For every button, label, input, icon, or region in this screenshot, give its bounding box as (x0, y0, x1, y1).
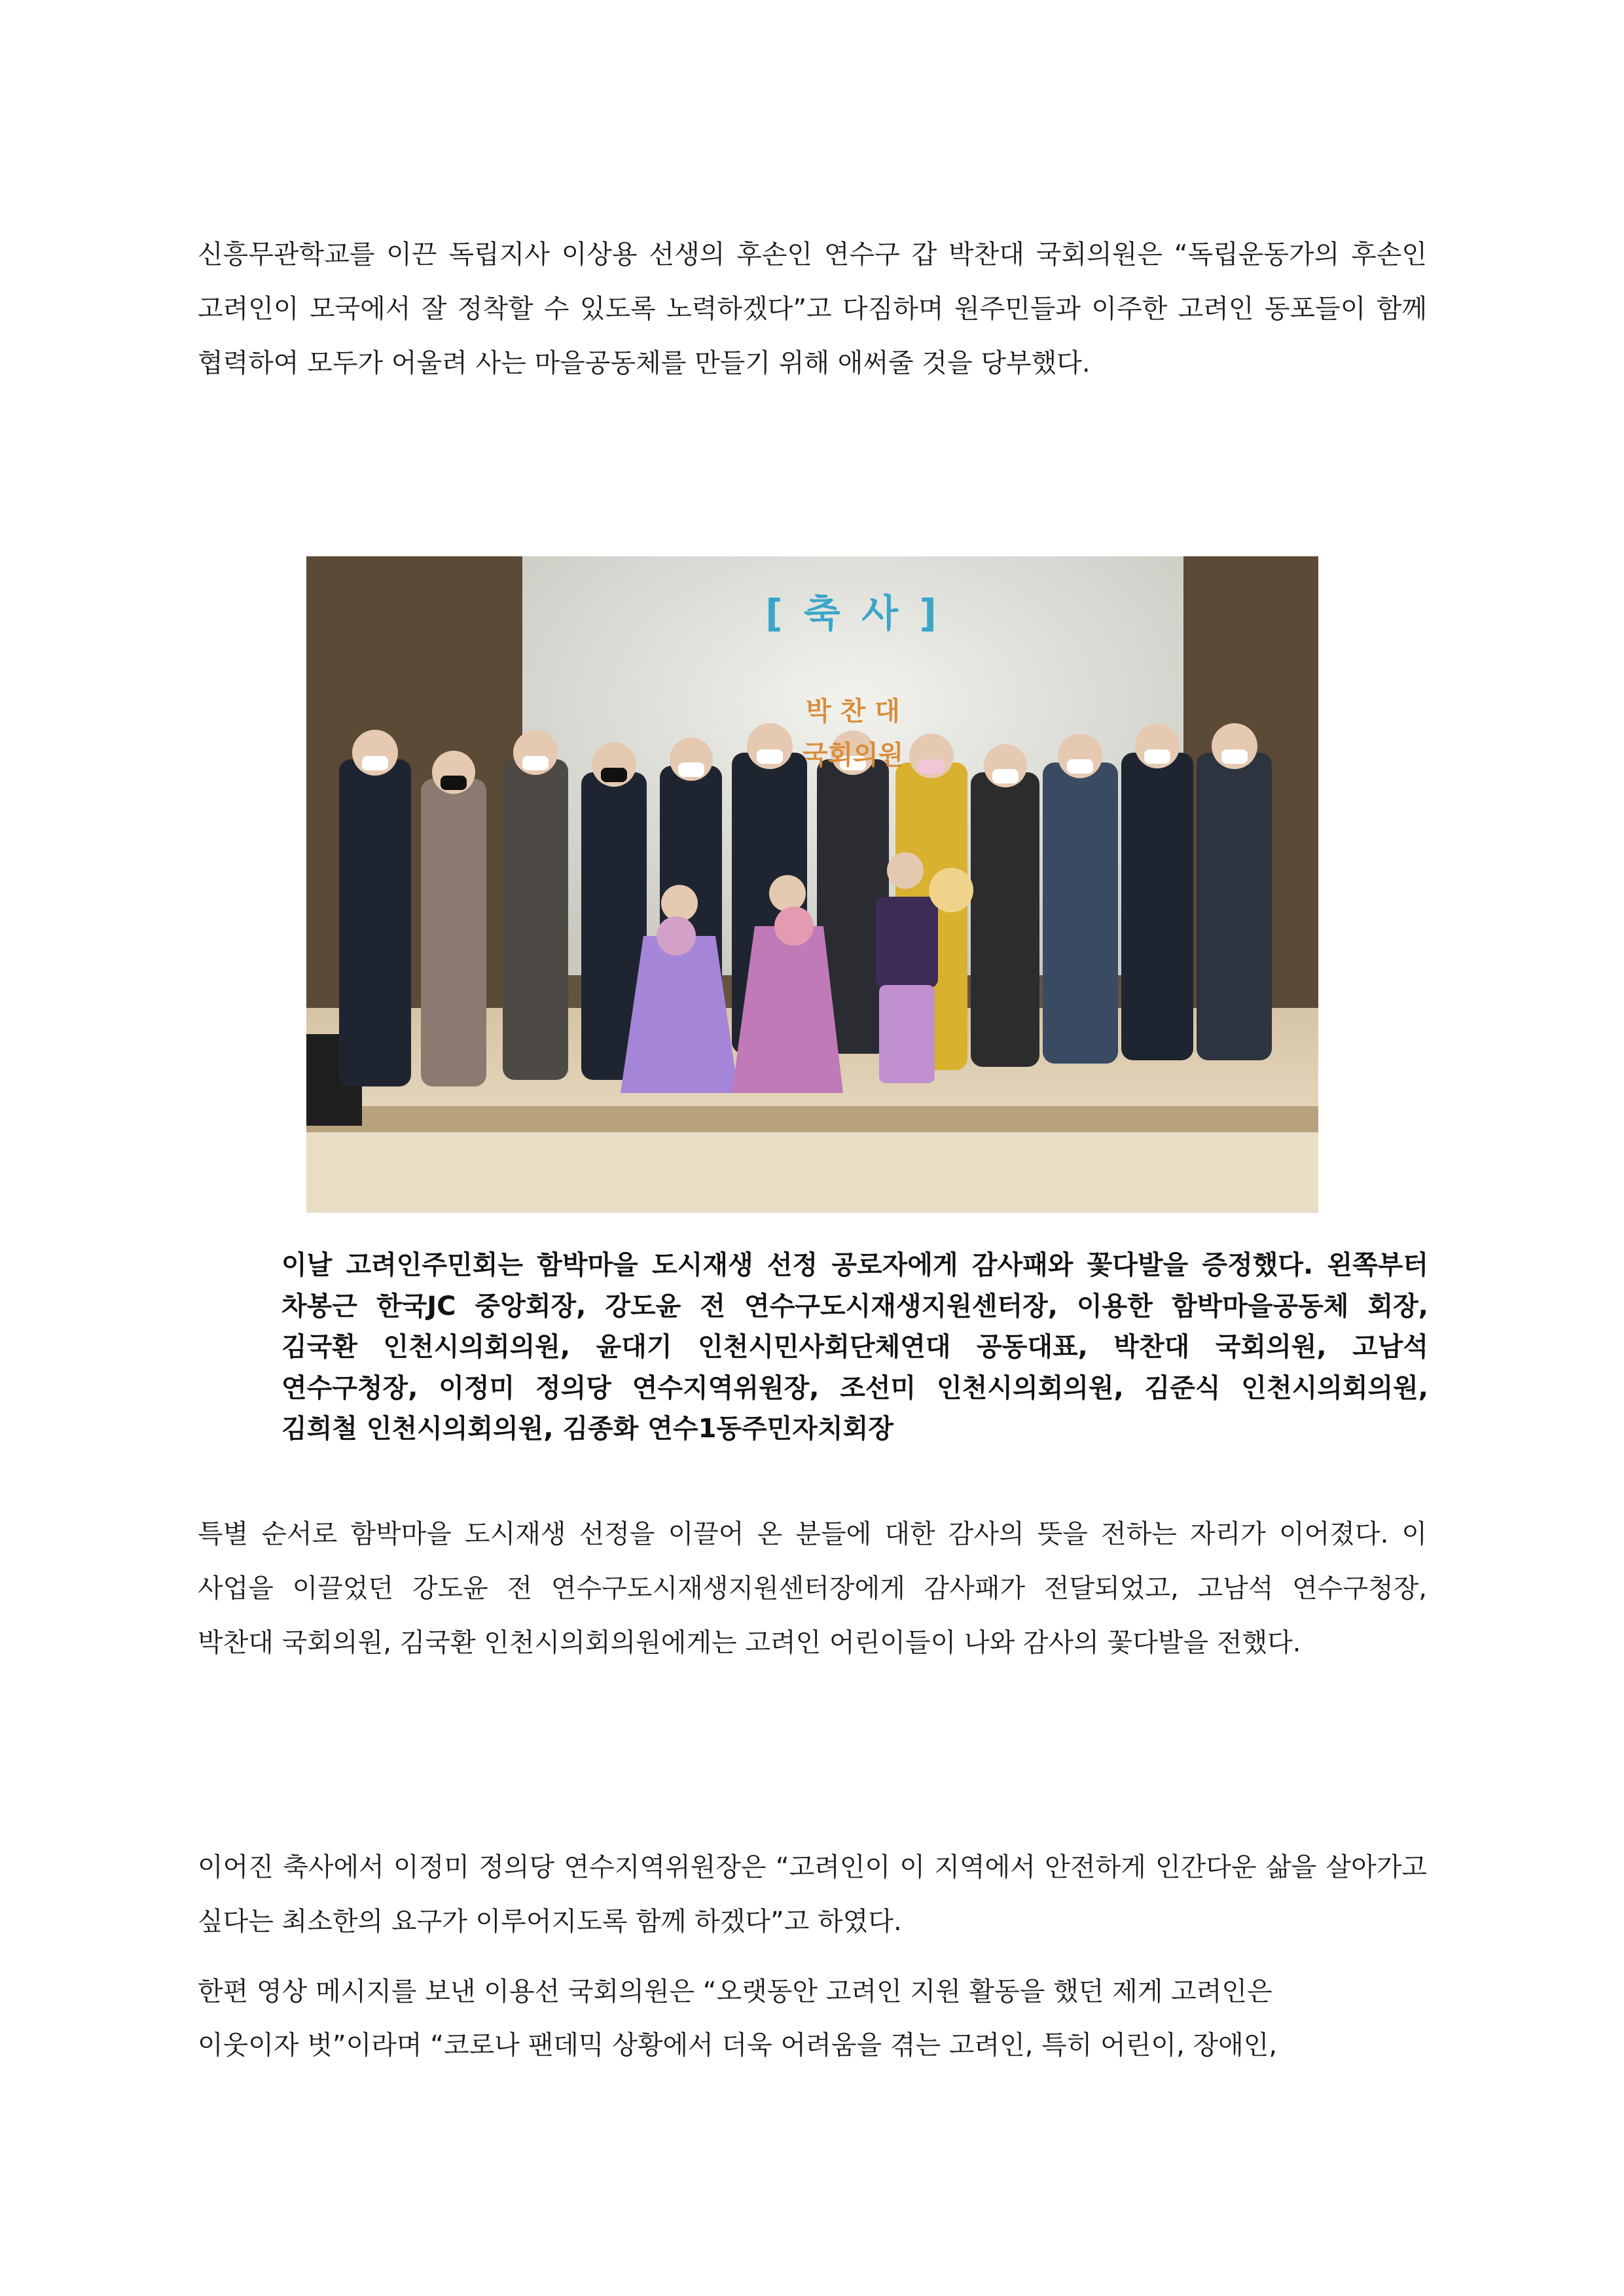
screen-name: 박 찬 대 (806, 696, 900, 726)
paragraph-video-message-line2: 이웃이자 벗”이라며 “코로나 팬데믹 상황에서 더욱 어려움을 겪는 고려인, 특히 어린이, 장애인, (198, 2030, 1278, 2060)
screen-role: 국회의원 (802, 740, 904, 770)
event-photo (306, 556, 1318, 1213)
paragraph-congratulatory: 이어진 축사에서 이정미 정의당 연수지역위원장은 “고려인이 이 지역에서 안전하게 인간다운 삶을 살아가고 싶다는 최소한의 요구가 이루어지도록 함께 하겠다”고 하였다. (198, 1852, 1427, 1937)
paragraph-video-message-line1: 한편 영상 메시지를 보낸 이용선 국회의원은 “오랫동안 고려인 지원 활동을 했던 제게 고려인은 (198, 1977, 1272, 2007)
photo-caption: 이날 고려인주민회는 함박마을 도시재생 선정 공로자에게 감사패와 꽃다발을 증정했다. 왼쪽부터 차봉근 한국JC 중앙회장, 강도윤 전 연수구도시재생지원센터장, 이용한 함박마을공동체 회장, 김국환 인천시의회의원, 윤대기 인천시민사회단체연대 공동대표, 박찬대 국회의원, 고남석 연수구청장, 이정미 정의당 연수지역위원장, 조선미 인천시의회의원, 김준식 인천시의회의원, 김희철 인천시의회의원, 김종화 연수1동주민자치회장 (281, 1250, 1428, 1444)
paragraph-intro: 신흥무관학교를 이끈 독립지사 이상용 선생의 후손인 연수구 갑 박찬대 국회의원은 “독립운동가의 후손인 고려인이 모국에서 잘 정착할 수 있도록 노력하겠다”고 다짐하며 원주민들과 이주한 고려인 동포들이 함께 협력하여 모두가 어울려 사는 마을공동체를 만들기 위해 애써줄 것을 당부했다. (198, 240, 1427, 378)
screen-title: [ 축 사 ] (765, 591, 941, 636)
paragraph-special-order: 특별 순서로 함박마을 도시재생 선정을 이끌어 온 분들에 대한 감사의 뜻을 전하는 자리가 이어졌다. 이 사업을 이끌었던 강도윤 전 연수구도시재생지원센터장에게 감사패가 전달되었고, 고남석 연수구청장, 박찬대 국회의원, 김국환 인천시의회의원에게는 고려인 어린이들이 나와 감사의 꽃다발을 전했다. (198, 1519, 1427, 1658)
